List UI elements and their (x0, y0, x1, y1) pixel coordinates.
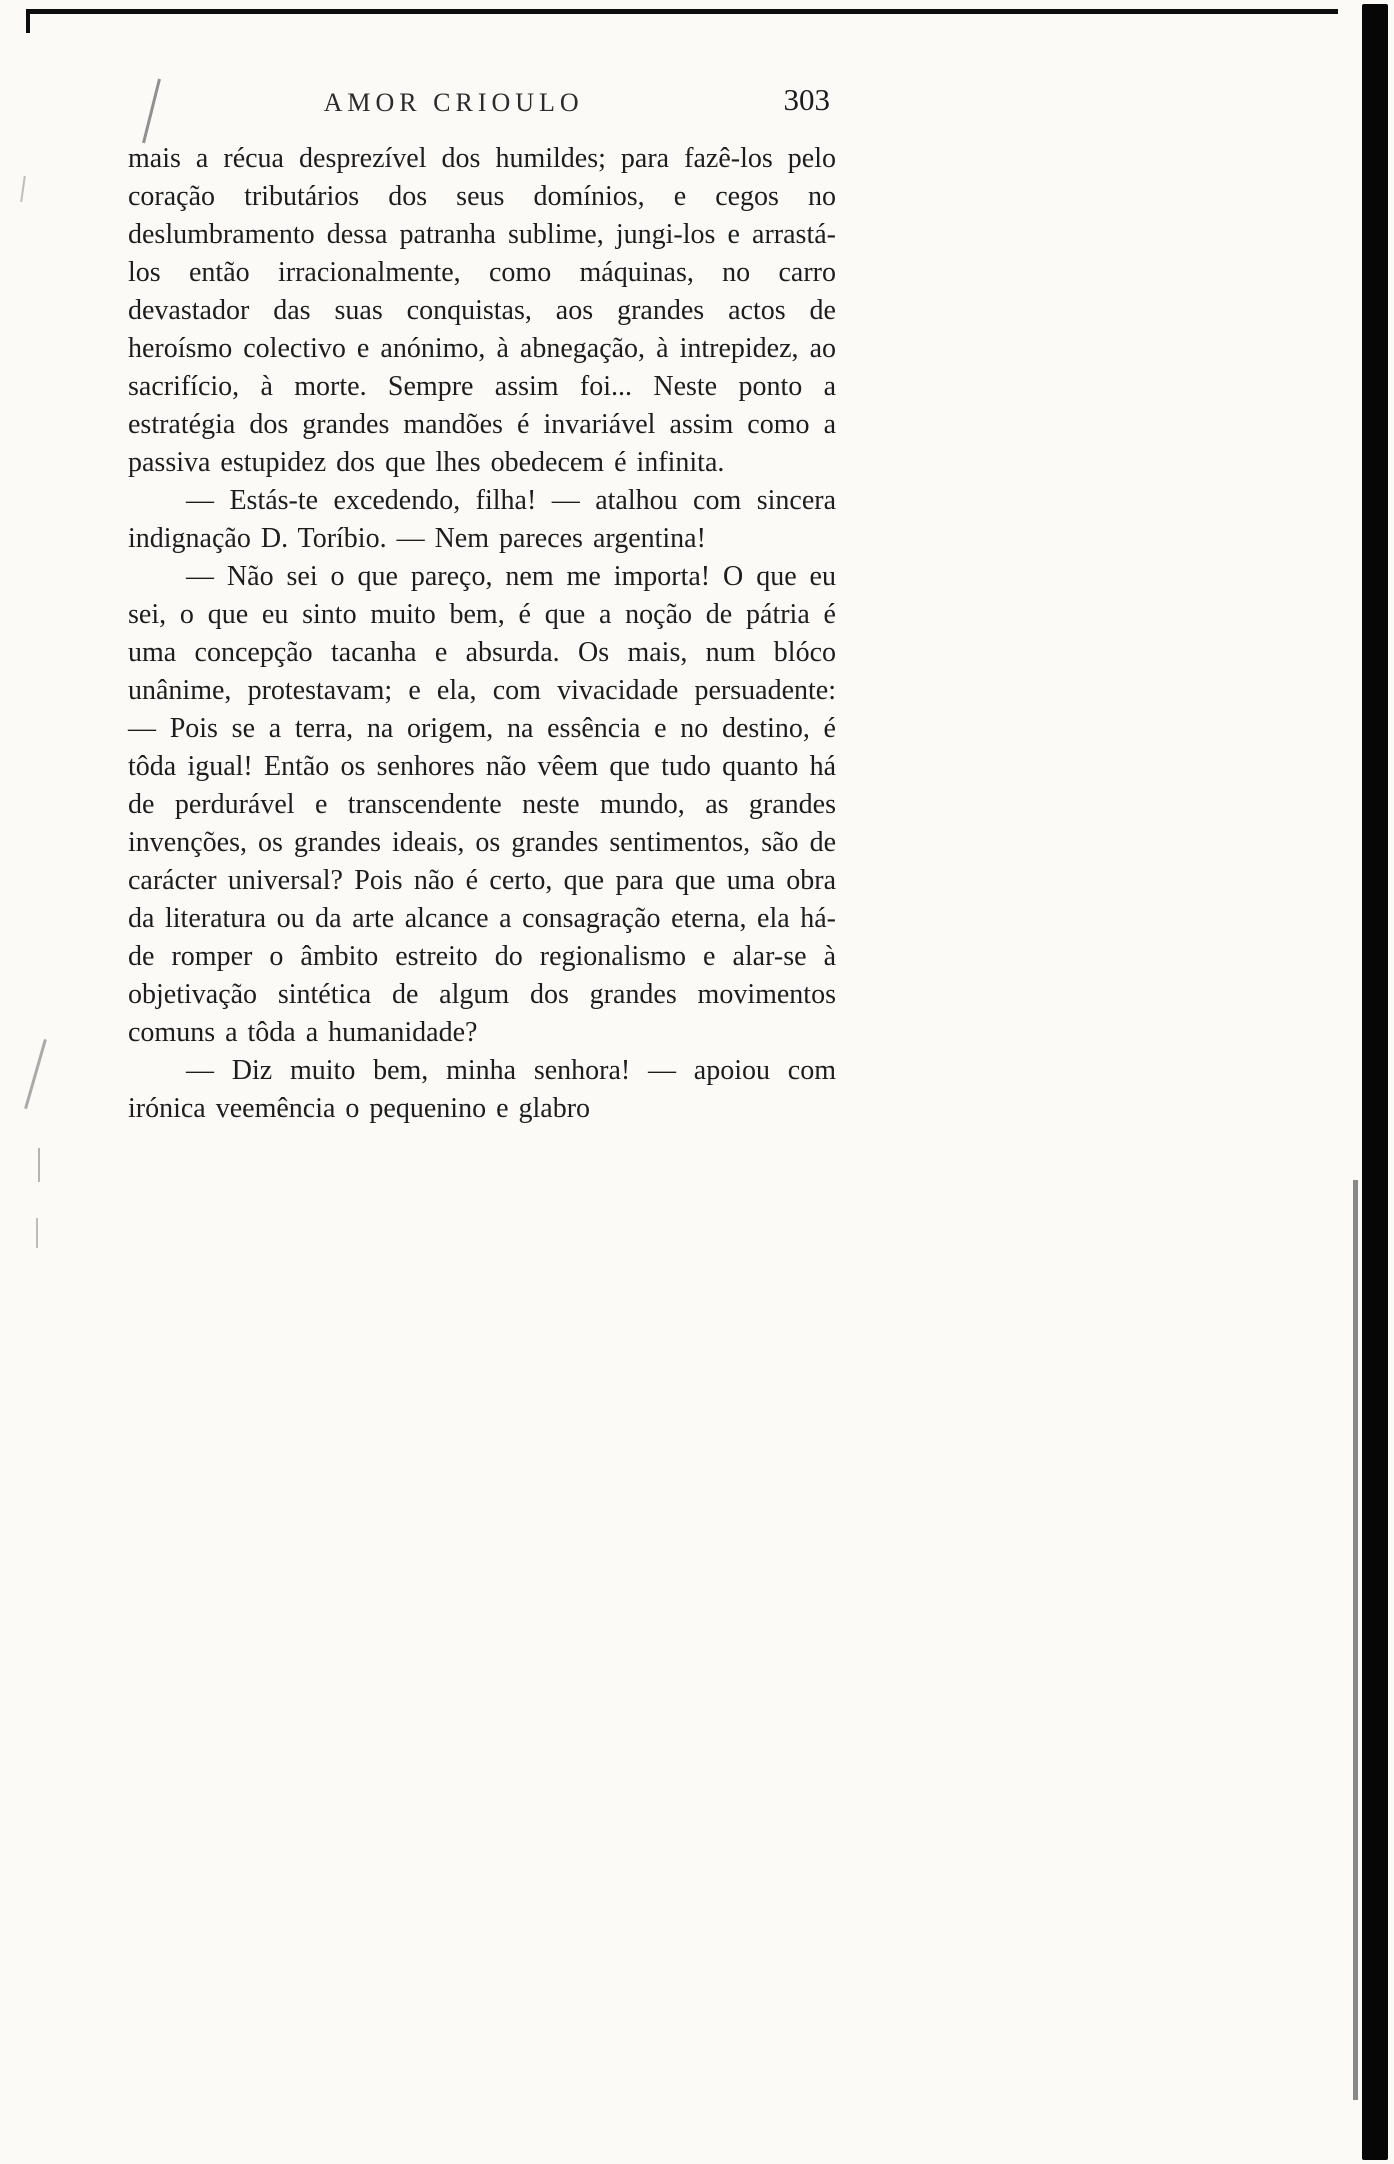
paragraph: mais a récua desprezível dos humildes; para fazê-los pelo coração tributários dos seus domínios, e cegos no deslumbramento dessa patranha sublime, jungi-los e arrastá-los então irracionalmente, como máquinas, no carro devastador das suas conquistas, aos grandes actos de heroísmo colectivo e anónimo, à abnegação, à intrepidez, ao sacrifício, à morte. Sempre assim foi... Neste ponto a estratégia dos grandes mandões é invariável assim como a passiva estupidez dos que lhes obedecem é infinita. (128, 143, 836, 478)
scan-artifact (20, 176, 26, 202)
scan-artifact (36, 1218, 38, 1248)
text-block (128, 140, 836, 1128)
paragraph: — Estás-te excedendo, filha! — atalhou com sincera indignação D. Toríbio. — Nem pareces argentina! (128, 485, 836, 554)
running-title: AMOR CRIOULO (323, 88, 584, 117)
paragraph: — Diz muito bem, minha senhora! — apoiou com irónica veemência o pequenino e glabro (128, 1055, 836, 1124)
paragraph: — Não sei o que pareço, nem me importa! O que eu sei, o que eu sinto muito bem, é que a noção de pátria é uma concepção tacanha e absurda. Os mais, num blóco unânime, protestavam; e ela, com vivacidade persuadente: — Pois se a terra, na origem, na essência e no destino, é tôda igual! Então os senhores não vêem que tudo quanto há de perdurável e transcendente neste mundo, as grandes invenções, os grandes ideais, os grandes sentimentos, são de carácter universal? Pois não é certo, que para que uma obra da literatura ou da arte alcance a consagração eterna, ela há-de romper o âmbito estreito do regionalismo e alar-se à objetivação sintética de algum dos grandes movimentos comuns a tôda a humanidade? (128, 561, 836, 1048)
binding-shadow-inner-line (1353, 1180, 1358, 2100)
scan-artifact (24, 1039, 47, 1109)
binding-shadow-bar (1362, 4, 1388, 2160)
page-content (128, 80, 836, 1128)
top-left-tick (26, 9, 30, 33)
page-number: 303 (783, 82, 830, 117)
scan-artifact (38, 1148, 40, 1182)
page-header (128, 80, 836, 130)
top-border-line (26, 9, 1338, 14)
